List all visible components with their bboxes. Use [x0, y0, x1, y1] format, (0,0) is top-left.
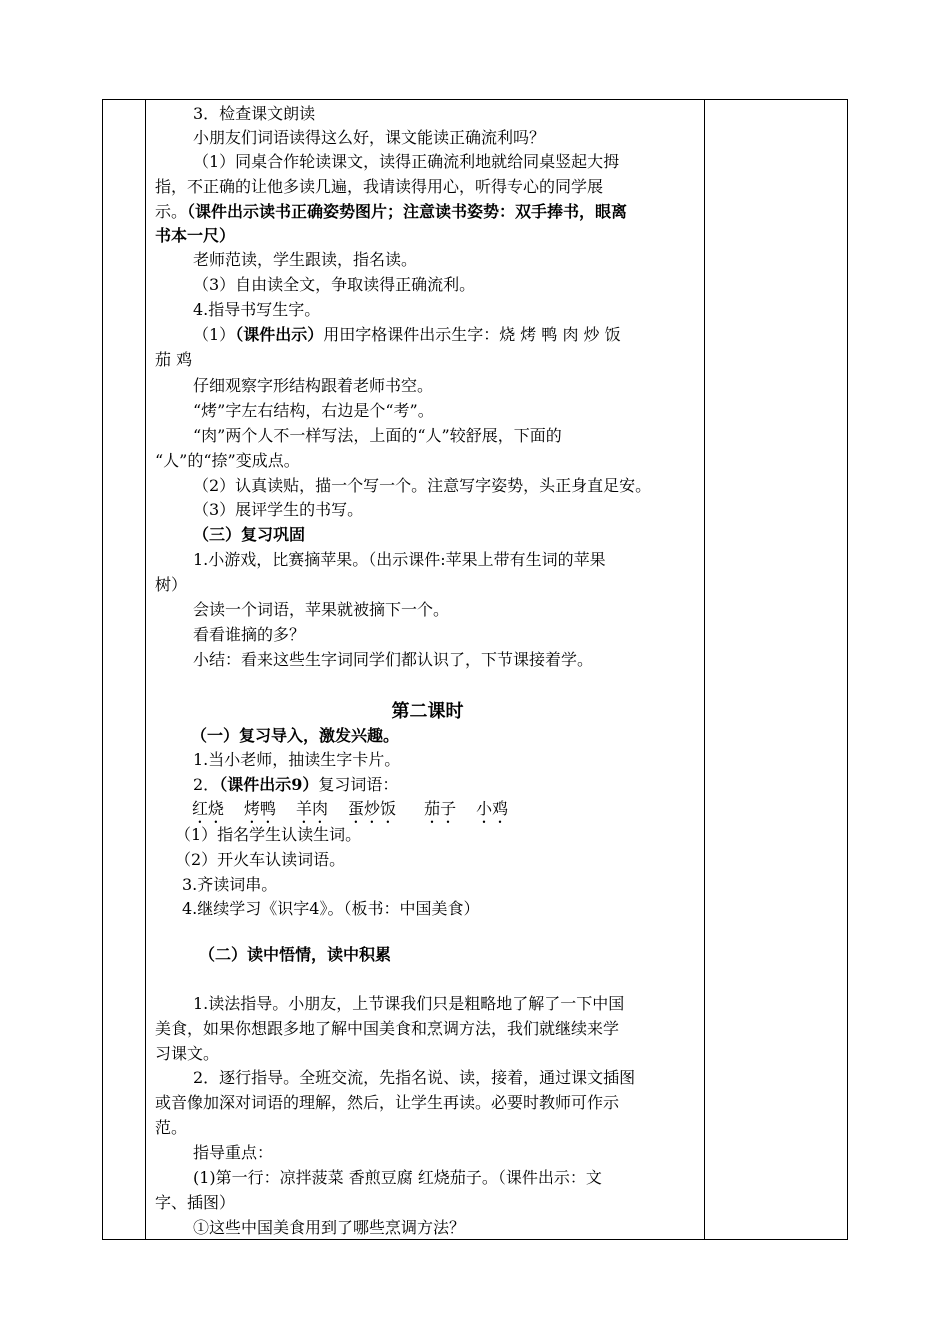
vocab-word — [244, 798, 276, 827]
text-line: 会读一个词语，苹果就被摘下一个。 — [193, 600, 450, 619]
text-line: 树） — [155, 575, 188, 594]
lesson-period-title: 第二课时 — [391, 701, 464, 722]
vocab-word — [348, 798, 396, 827]
text-line: 仔细观察字形结构跟着老师书空。 — [193, 376, 434, 395]
text-line: 范。 — [155, 1118, 188, 1137]
text-line: 3.齐读词串。 — [182, 875, 278, 894]
text-span: （1） — [193, 325, 236, 344]
courseware-note: 书本一尺） — [155, 226, 236, 245]
text-line: 美食，如果你想跟多地了解中国美食和烹调方法，我们就继续来学 — [155, 1019, 620, 1038]
text-line: 指导重点： — [193, 1143, 274, 1162]
courseware-note: （课件出示读书正确姿势图片；注意读书姿势：双手捧书，眼离 — [187, 202, 628, 221]
text-line: 1.读法指导。小朋友，上节课我们只是粗略地了解了一下中国 — [193, 994, 625, 1013]
text-line: 茄 鸡 — [155, 350, 193, 369]
text-line: 指，不正确的让他多读几遍，我请读得用心，听得专心的同学展 — [155, 177, 604, 196]
vocab-word — [296, 798, 328, 827]
summary-line: 小结：看来这些生字词同学们都认识了，下节课接着学。 — [193, 650, 594, 669]
text-span: 用田字格课件出示生字：烧 烤 鸭 肉 炒 饭 — [323, 325, 621, 344]
text-line — [193, 324, 621, 346]
step-4-heading: 4.指导书写生字。 — [193, 300, 321, 319]
text-line: “烤”字左右结构，右边是个“考”。 — [193, 401, 434, 420]
text-span: 复习词语： — [318, 775, 399, 794]
text-line: 或音像加深对词语的理解，然后，让学生再读。必要时教师可作示 — [155, 1093, 620, 1112]
text-line: 字、插图） — [155, 1193, 236, 1212]
step-3-heading: 3．检查课文朗读 — [193, 104, 316, 123]
text-line: （2）认真读贴，描一个写一个。注意写字姿势，头正身直足安。 — [193, 476, 652, 495]
text-line: (1)第一行：凉拌菠菜 香煎豆腐 红烧茄子。（课件出示：文 — [193, 1168, 602, 1187]
section-heading: （一）复习导入，激发兴趣。 — [191, 726, 400, 745]
text-line: （3）自由读全文，争取读得正确流利。 — [193, 275, 476, 294]
vocab-word — [192, 798, 224, 827]
text-line: 看看谁摘的多？ — [193, 625, 306, 644]
text-line: ①这些中国美食用到了哪些烹调方法？ — [193, 1218, 466, 1237]
text-line: 2．逐行指导。全班交流，先指名说、读，接着，通过课文插图 — [193, 1068, 636, 1087]
text-line: 4.继续学习《识字4》。（板书：中国美食） — [182, 899, 480, 918]
vocab-word-text: 烤鸭 — [244, 799, 277, 818]
text-line: 1.当小老师，抽读生字卡片。 — [193, 750, 401, 769]
vocab-word-text: 红烧 — [192, 799, 225, 818]
text-line: “肉”两个人不一样写法，上面的“人”较舒展，下面的 — [193, 426, 562, 445]
table-divider-right — [704, 100, 705, 1239]
section-heading: （二）读中悟情，读中积累 — [199, 945, 392, 964]
section-heading: （三）复习巩固 — [193, 525, 306, 544]
vocab-word — [424, 798, 456, 827]
text-line — [155, 201, 627, 223]
vocab-word-text: 蛋炒饭 — [348, 799, 397, 818]
text-line: “人”的“捺”变成点。 — [155, 451, 300, 470]
courseware-note: （课件出示9） — [219, 775, 319, 794]
text-line: 小朋友们词语读得这么好，课文能读正确流利吗？ — [193, 128, 546, 147]
vocab-word-text: 茄子 — [424, 799, 457, 818]
vocab-word-text: 羊肉 — [296, 799, 329, 818]
courseware-note: （课件出示） — [235, 325, 324, 344]
text-line: （2）开火车认读词语。 — [175, 850, 346, 869]
text-line: 习课文。 — [155, 1044, 220, 1063]
vocab-word-text: 小鸡 — [476, 799, 509, 818]
text-line: （1）同桌合作轮读课文，读得正确流利地就给同桌竖起大拇 — [193, 152, 620, 171]
vocabulary-list — [192, 798, 528, 827]
text-span: 2． — [193, 775, 220, 794]
text-line: 1.小游戏，比赛摘苹果。（出示课件:苹果上带有生词的苹果 — [193, 550, 606, 569]
text-line: （1）指名学生认读生词。 — [175, 825, 362, 844]
vocab-word — [476, 798, 508, 827]
table-divider-left — [145, 100, 146, 1239]
text-line: 老师范读，学生跟读，指名读。 — [193, 250, 418, 269]
text-span: 示。 — [155, 202, 188, 221]
text-line — [193, 774, 398, 796]
text-line: （3）展评学生的书写。 — [193, 500, 364, 519]
